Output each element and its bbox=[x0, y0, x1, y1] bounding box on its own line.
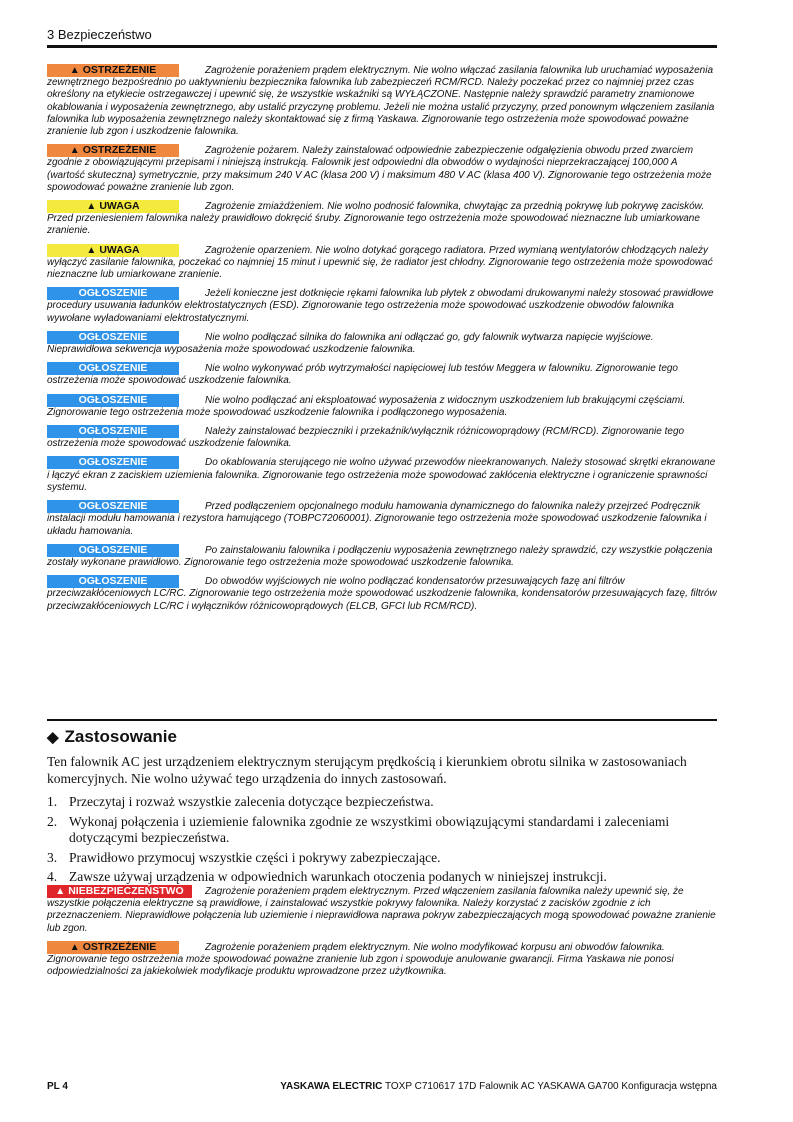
notice-text: Po zainstalowaniu falownika i podłączeniu wyposażenia zewnętrznego należy sprawdzić, czy wszystkie połączenia zostały wykonane prawidłowo. Zignorowanie tego ostrzeżenia może spowodować uszkodzenie falownika. bbox=[47, 544, 713, 568]
notice-badge: OGŁOSZENIE bbox=[47, 456, 179, 469]
safety-message bbox=[47, 331, 717, 356]
safety-message bbox=[47, 287, 717, 325]
caution-text: Zagrożenie zmiażdżeniem. Nie wolno podnosić falownika, chwytając za przednią pokrywę lub pokrywę zacisków. Przed przeniesieniem falownika należy prawidłowo dokręcić śruby. Zignorowanie tego ostrzeżenia może spowodować nieznaczne lub umiarkowane zranienie. bbox=[47, 201, 705, 237]
safety-message bbox=[47, 144, 717, 194]
warning-list bbox=[47, 64, 717, 619]
caution-badge: ▲ UWAGA bbox=[47, 200, 179, 213]
notice-badge: OGŁOSZENIE bbox=[47, 287, 179, 300]
notice-badge: OGŁOSZENIE bbox=[47, 425, 179, 438]
notice-text: Nie wolno podłączać ani eksploatować wyposażenia z widocznym uszkodzeniem lub brakującymi częściami. Zignorowanie tego ostrzeżenia może spowodować uszkodzenie falownika i podłączonego wyposażenia. bbox=[47, 394, 686, 418]
danger-badge: ▲ NIEBEZPIECZEŃSTWO bbox=[47, 885, 192, 898]
list-item: 4. Zawsze używaj urządzenia w odpowiednich warunkach otoczenia podanych w niniejszej instrukcji. bbox=[47, 869, 607, 884]
notice-text: Do okablowania sterującego nie wolno używać przewodów nieekranowanych. Należy stosować skrętki ekranowane i łączyć ekran z zaciskiem uziemienia falownika. Zignorowanie tego ostrzeżenia może spowodować zakłócenia elektryczne i ograniczenie sprawności systemu. bbox=[47, 457, 716, 493]
safety-message bbox=[47, 575, 717, 613]
document-page bbox=[47, 0, 717, 1122]
safety-message bbox=[47, 941, 717, 979]
notice-badge: OGŁOSZENIE bbox=[47, 500, 179, 513]
notice-text: Do obwodów wyjściowych nie wolno podłączać kondensatorów przesuwających fazę ani filtrów przeciwzakłóceniowych LC/RC. Zignorowanie tego ostrzeżenia może spowodować uszkodzenie falownika, kondensatorów przesuwających fazę, filtrów przeciwzakłóceniowych LC/RC i wyłączników różnicowoprądowych (ELCB, GFCI lub RCM/RCD). bbox=[47, 576, 717, 612]
footer-doc-info bbox=[280, 1081, 717, 1093]
warning-text: Zagrożenie pożarem. Należy zainstalować odpowiednie zabezpieczenie odgałęzienia obwodu przed zwarciem zgodnie z obowiązującymi przepisami i niniejszą instrukcją. Falownik jest odpowiedni dla obwodów o wydajności nieprzekraczającej 100,000 A (wartość skuteczna) symetrycznie, przy maksimum 240 V AC (klasa 200 V) i maksimum 480 V AC (klasa 400 V). Zignorowanie tego ostrzeżenia może spowodować poważne zranienie lub zgon. bbox=[47, 145, 712, 193]
page-header: 3 Bezpieczeństwo bbox=[47, 27, 152, 42]
danger-text: Zagrożenie porażeniem prądem elektrycznym. Przed włączeniem zasilania falownika należy upewnić się, że wszystkie połączenia elektryczne są prawidłowe, i zainstalować wszystkie pokrywy falownika. Należy korzystać z zacisków zgodnie z ich przeznaczeniem. Nieprawidłowe połączenia lub uziemienie i nieprawidłowa naprawa pokryw zabezpieczających mogą spowodować poważne zranienie lub zgon. bbox=[47, 886, 716, 934]
warning-badge: ▲ OSTRZEŻENIE bbox=[47, 144, 179, 157]
warning-triangle-icon: ▲ bbox=[69, 145, 80, 157]
safety-message bbox=[47, 885, 717, 935]
notice-text: Należy zainstalować bezpieczniki i przekaźnik/wyłącznik różnicowoprądowy (RCM/RCD). Zignorowanie tego ostrzeżenia może spowodować uszkodzenie falownika. bbox=[47, 426, 685, 450]
safety-message bbox=[47, 425, 717, 450]
caution-text: Zagrożenie oparzeniem. Nie wolno dotykać gorącego radiatora. Przed wymianą wentylatorów chłodzących należy wyłączyć zasilanie falownika, poczekać co najmniej 15 minut i upewnić się, że radiator jest chłodny. Zignorowanie tego ostrzeżenia może spowodować nieznaczne lub umiarkowane zranienie. bbox=[47, 244, 713, 281]
page-number: PL 4 bbox=[47, 1081, 68, 1092]
section-rule bbox=[47, 719, 717, 721]
footer-brand: YASKAWA ELECTRIC bbox=[280, 1081, 383, 1092]
safety-message bbox=[47, 456, 717, 494]
notice-badge: OGŁOSZENIE bbox=[47, 575, 179, 588]
warning-badge: ▲ OSTRZEŻENIE bbox=[47, 64, 179, 77]
safety-message bbox=[47, 362, 717, 387]
warning-triangle-icon: ▲ bbox=[55, 886, 66, 897]
safety-message bbox=[47, 394, 717, 419]
safety-message bbox=[47, 200, 717, 238]
caution-badge: ▲ UWAGA bbox=[47, 244, 179, 257]
warning-triangle-icon: ▲ bbox=[86, 201, 97, 213]
safety-message bbox=[47, 244, 717, 282]
notice-text: Nie wolno podłączać silnika do falownika ani odłączać go, gdy falownik wytwarza napięcie wyjściowe. Nieprawidłowa sekwencja wyposażenia może spowodować uszkodzenie falownika. bbox=[47, 331, 654, 356]
diamond-bullet-icon: ◆ bbox=[47, 729, 59, 746]
section-intro: Ten falownik AC jest urządzeniem elektrycznym sterującym prędkością i kierunkiem obrotu silnika w zastosowaniach komercyjnych. Nie wolno używać tego urządzenia do innych zastosowań. bbox=[47, 754, 687, 786]
warning-text: Zagrożenie porażeniem prądem elektrycznym. Nie wolno modyfikować korpusu ani obwodów falownika. Zignorowanie tego ostrzeżenia może spowodować poważne zranienie lub zgon i spowoduje anulowanie gwarancji. Firma Yaskawa nie ponosi odpowiedzialności za jakiekolwiek modyfikacje produktu wprowadzone przez użytkownika. bbox=[47, 941, 674, 978]
safety-message bbox=[47, 64, 717, 138]
header-rule bbox=[47, 45, 717, 48]
warning-text: Zagrożenie porażeniem prądem elektrycznym. Nie wolno włączać zasilania falownika lub uruchamiać wyposażenia zewnętrznego bezpośrednio po uaktywnieniu bezpiecznika falownika lub zabezpieczeń RCM/RCD. Należy poczekać przez co najmniej przez czas określony na etykiecie ostrzegawczej i upewnić się, że wszystkie wskaźniki są WYŁĄCZONE. Następnie należy sprawdzić parametry znamionowe okablowania i wyposażenia zewnętrznego, aby ustalić przyczynę problemu. Jeżeli nie można ustalić przyczyny, przed ponownym włączeniem zasilania falownika lub wyposażenia zewnętrznego należy skontaktować się z firmą Yaskawa. Zignorowanie tego ostrzeżenia może spowodować poważne zranienie lub zgon i uszkodzenie falownika. bbox=[47, 65, 715, 138]
list-item: 3. Prawidłowo przymocuj wszystkie części i pokrywy zabezpieczające. bbox=[47, 849, 441, 865]
section-title: ◆ Zastosowanie bbox=[47, 726, 177, 749]
notice-badge: OGŁOSZENIE bbox=[47, 394, 179, 407]
notice-text: Przed podłączeniem opcjonalnego modułu hamowania dynamicznego do falownika należy przejrzeć Podręcznik instalacji modułu hamowania i rezystora hamującego (TOBPC72060001). Zignorowanie tego ostrzeżenia może spowodować uszkodzenie falownika i układu hamowania. bbox=[47, 501, 707, 537]
notice-text: Nie wolno wykonywać prób wytrzymałości napięciowej lub testów Meggera w falowniku. Zignorowanie tego ostrzeżenia może spowodować uszkodzenie falownika. bbox=[47, 363, 678, 387]
steps-list bbox=[47, 794, 717, 889]
bottom-warning-list bbox=[47, 885, 717, 984]
warning-triangle-icon: ▲ bbox=[69, 65, 80, 76]
footer-doc-title: TOXP C710617 17D Falownik AC YASKAWA GA700 Konfiguracja wstępna bbox=[384, 1081, 717, 1092]
notice-badge: OGŁOSZENIE bbox=[47, 331, 179, 344]
warning-triangle-icon: ▲ bbox=[86, 244, 97, 256]
warning-badge: ▲ OSTRZEŻENIE bbox=[47, 941, 179, 954]
safety-message bbox=[47, 500, 717, 538]
notice-badge: OGŁOSZENIE bbox=[47, 362, 179, 375]
warning-triangle-icon: ▲ bbox=[69, 941, 80, 953]
notice-badge: OGŁOSZENIE bbox=[47, 544, 179, 557]
list-item: 1. Przeczytaj i rozważ wszystkie zalecenia dotyczące bezpieczeństwa. bbox=[47, 794, 434, 809]
notice-text: Jeżeli konieczne jest dotknięcie rękami falownika lub płytek z obwodami drukowanymi należy stosować prawidłowe procedury usuwania ładunków elektrostatycznych (ESD). Zignorowanie tego ostrzeżenia może spowodować uszkodzenie obwodów falownika wywołane wyładowaniami elektrostatycznymi. bbox=[47, 288, 714, 324]
list-item: 2. Wykonaj połączenia i uziemienie falownika zgodnie ze wszystkimi obowiązującymi standardami i zaleceniami dotyczącymi bezpieczeństwa. bbox=[47, 813, 670, 845]
safety-message bbox=[47, 544, 717, 569]
